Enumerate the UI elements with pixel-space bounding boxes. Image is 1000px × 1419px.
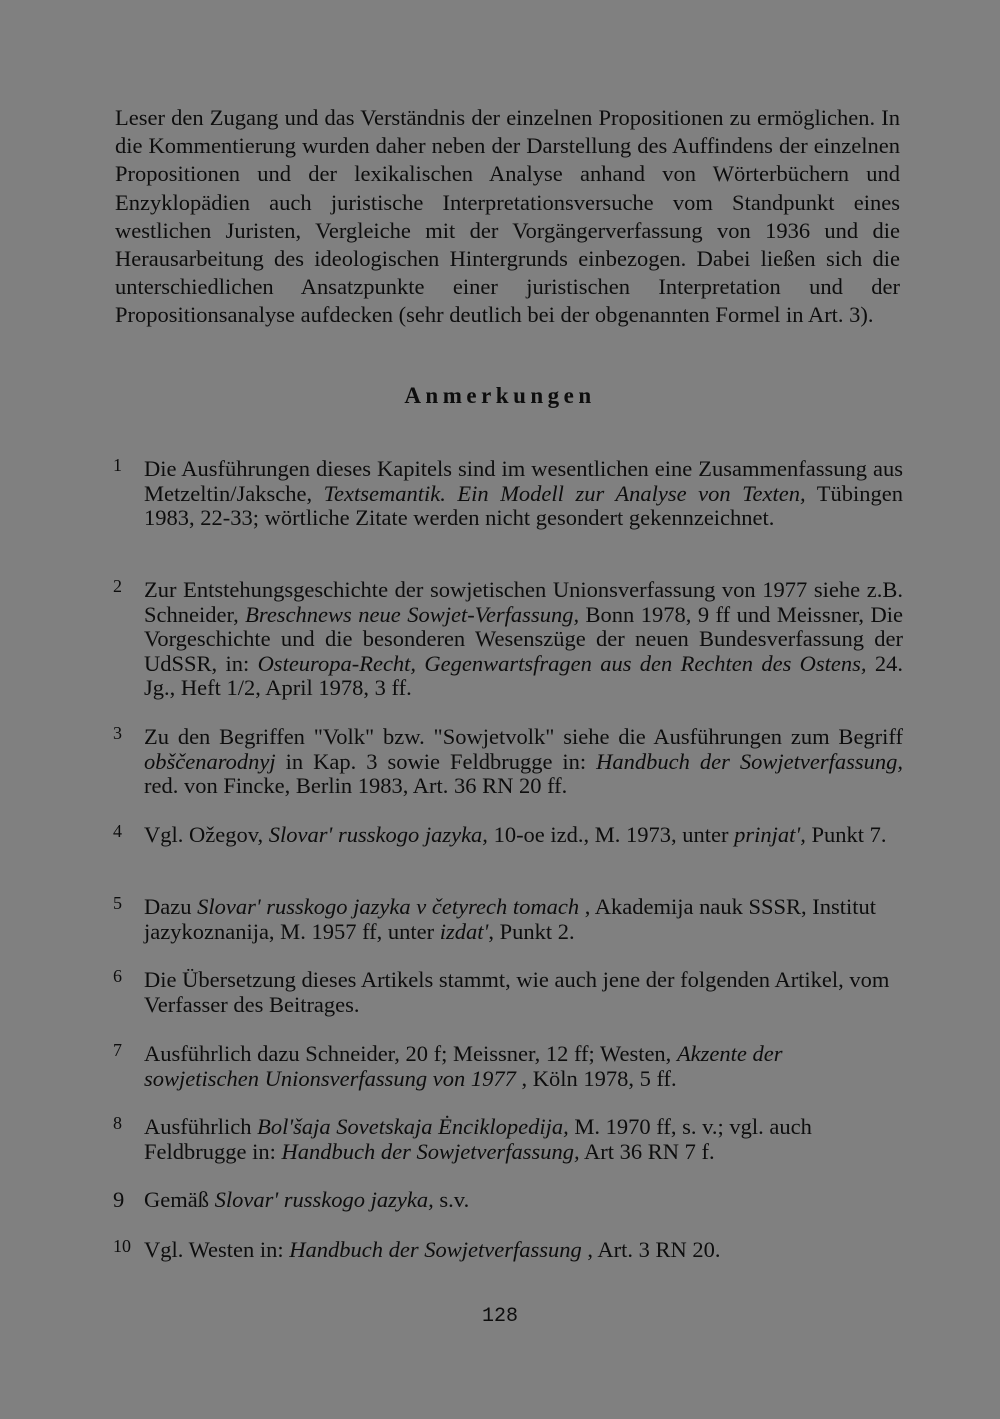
footnote-text xyxy=(144,725,903,799)
footnote-3 xyxy=(113,725,903,799)
footnote-text-part: , Akademija nauk SSSR, Institut jazykoznanija, M. 1957 ff, unter xyxy=(144,894,876,944)
footnote-text xyxy=(144,1115,903,1164)
footnote-italic-title: Slovar' russkogo jazyka, xyxy=(268,822,488,847)
footnote-text-part: red. von Fincke, Berlin 1983, Art. 36 RN 20 ff. xyxy=(144,773,568,799)
footnote-italic-title: Bol'šaja Sovetskaja Ėnciklopedija, xyxy=(257,1114,569,1139)
footnote-text-part: , Köln 1978, 5 ff. xyxy=(515,1065,677,1091)
footnote-text-part: Gemäß xyxy=(144,1187,215,1212)
footnote-number: 7 xyxy=(113,1040,122,1060)
footnote-text-part: 10-oe izd., M. 1973, unter xyxy=(487,822,735,847)
footnote-text-part: Vgl. Westen in: xyxy=(144,1237,290,1262)
notes-heading: Anmerkungen xyxy=(404,383,596,408)
body-paragraph: Leser den Zugang und das Verständnis der einzelnen Propositionen zu ermöglichen. In die Kommentierung wurden daher neben der Darstellung des Auffindens der einzelnen Propositionen und der lexikalischen Analyse anhand von Wörterbüchern und Enzyklopädien auch juristische Interpretationsversuche vom Standpunkt eines westlichen Juristen, Vergleiche mit der Vorgängerverfassung von 1936 und die Herausarbeitung des ideologischen Hintergrunds einbezogen. Dabei ließen sich die unterschiedlichen Ansatzpunkte einer juristischen Interpretation und der Propositionsanalyse aufdecken (sehr deutlich bei der obgenannten Formel in Art. 3). xyxy=(115,105,900,328)
footnote-text-part: 24. Jg., Heft 1/2, April 1978, 3 ff. xyxy=(144,650,903,701)
footnote-8 xyxy=(113,1115,903,1164)
footnote-text xyxy=(144,1238,903,1263)
footnote-text-part: Zu den Begriffen "Volk" bzw. "Sowjetvolk" siehe die Ausführungen zum Begriff xyxy=(144,724,903,749)
footnote-4 xyxy=(113,823,903,848)
footnote-number: 6 xyxy=(113,966,122,986)
footnote-5 xyxy=(113,895,903,944)
footnote-italic-term: prinjat', xyxy=(734,822,806,847)
footnote-text-part: Zur Entstehungsgeschichte der sowjetischen Unionsverfassung von 1977 siehe z.B. Schneider, xyxy=(144,577,903,627)
footnote-2 xyxy=(113,578,903,701)
footnote-text-part: Vgl. Ožegov, xyxy=(144,822,269,847)
footnote-italic-title: Akzente der sowjetischen Unionsverfassung von 1977 xyxy=(144,1041,783,1091)
footnote-number: 5 xyxy=(113,893,122,913)
footnote-7 xyxy=(113,1042,903,1091)
footnote-text xyxy=(144,968,903,1017)
footnote-number: 9 xyxy=(113,1187,125,1212)
footnote-text-part: s.v. xyxy=(433,1187,470,1212)
footnote-text-part: Ausführlich xyxy=(144,1114,258,1139)
footnote-text-part: Dazu xyxy=(144,894,198,919)
footnote-1 xyxy=(113,457,903,531)
footnote-italic-title: Slovar' russkogo jazyka v četyrech tomach xyxy=(197,894,580,919)
footnote-text-part: , Art. 3 RN 20. xyxy=(581,1237,721,1262)
footnote-italic-title: Slovar' russkogo jazyka, xyxy=(214,1187,434,1212)
footnote-text-part: in Kap. 3 sowie Feldbrugge in: xyxy=(275,748,597,774)
footnote-italic-title: Handbuch der Sowjetverfassung, xyxy=(596,748,903,774)
footnote-text xyxy=(144,578,903,701)
footnote-italic-term: izdat' xyxy=(439,918,489,944)
footnote-text xyxy=(144,823,903,848)
page-number: 128 xyxy=(481,1305,518,1328)
footnote-italic-title: Textsemantik. Ein Modell zur Analyse von Texten, xyxy=(323,480,806,506)
footnote-text-part: , Punkt 2. xyxy=(488,918,575,944)
footnote-number: 1 xyxy=(113,455,122,475)
footnote-text-part: Bonn 1978, 9 ff und Meissner, Die Vorgeschichte und die besonderen Wesenszüge der neuen Bundesverfassung der UdSSR, in: xyxy=(144,601,903,676)
footnote-number: 8 xyxy=(113,1113,122,1133)
footnote-9 xyxy=(113,1188,903,1213)
footnote-text xyxy=(144,895,903,944)
footnote-number: 3 xyxy=(113,723,122,743)
footnote-text xyxy=(144,1188,903,1213)
footnote-italic-title: Breschnews neue Sowjet-Verfassung, xyxy=(245,601,580,627)
footnote-text-part: Punkt 7. xyxy=(805,822,887,847)
footnote-number: 10 xyxy=(113,1236,131,1256)
footnote-text-part: Die Übersetzung dieses Artikels stammt, wie auch jene der folgenden Artikel, vom Verfasser des Beitrages. xyxy=(144,967,890,1017)
footnote-text-part: Ausführlich dazu Schneider, 20 f; Meissner, 12 ff; Westen, xyxy=(144,1041,677,1066)
footnote-6 xyxy=(113,968,903,1017)
footnote-italic-title: Handbuch der Sowjetverfassung, xyxy=(281,1138,580,1164)
footnote-number: 2 xyxy=(113,576,122,596)
footnote-italic-title: Handbuch der Sowjetverfassung xyxy=(289,1237,582,1262)
footnote-number: 4 xyxy=(113,821,122,841)
footnote-10 xyxy=(113,1238,903,1263)
footnote-text-part: M. 1970 ff, s. v.; vgl. auch Feldbrugge in: xyxy=(144,1114,812,1164)
footnote-italic-term: obščenarodnyj xyxy=(144,748,276,774)
footnote-italic-title: Osteuropa-Recht, Gegenwartsfragen aus den Rechten des Ostens, xyxy=(257,650,867,676)
footnote-text xyxy=(144,457,903,531)
footnote-text-part: Die Ausführungen dieses Kapitels sind im wesentlichen eine Zusammenfassung aus Metzeltin/Jaksche, xyxy=(144,456,903,506)
footnote-text-part: Art 36 RN 7 f. xyxy=(579,1138,715,1164)
footnote-text xyxy=(144,1042,903,1091)
footnote-text-part: Tübingen 1983, 22-33; wörtliche Zitate werden nicht gesondert gekennzeichnet. xyxy=(144,480,903,531)
